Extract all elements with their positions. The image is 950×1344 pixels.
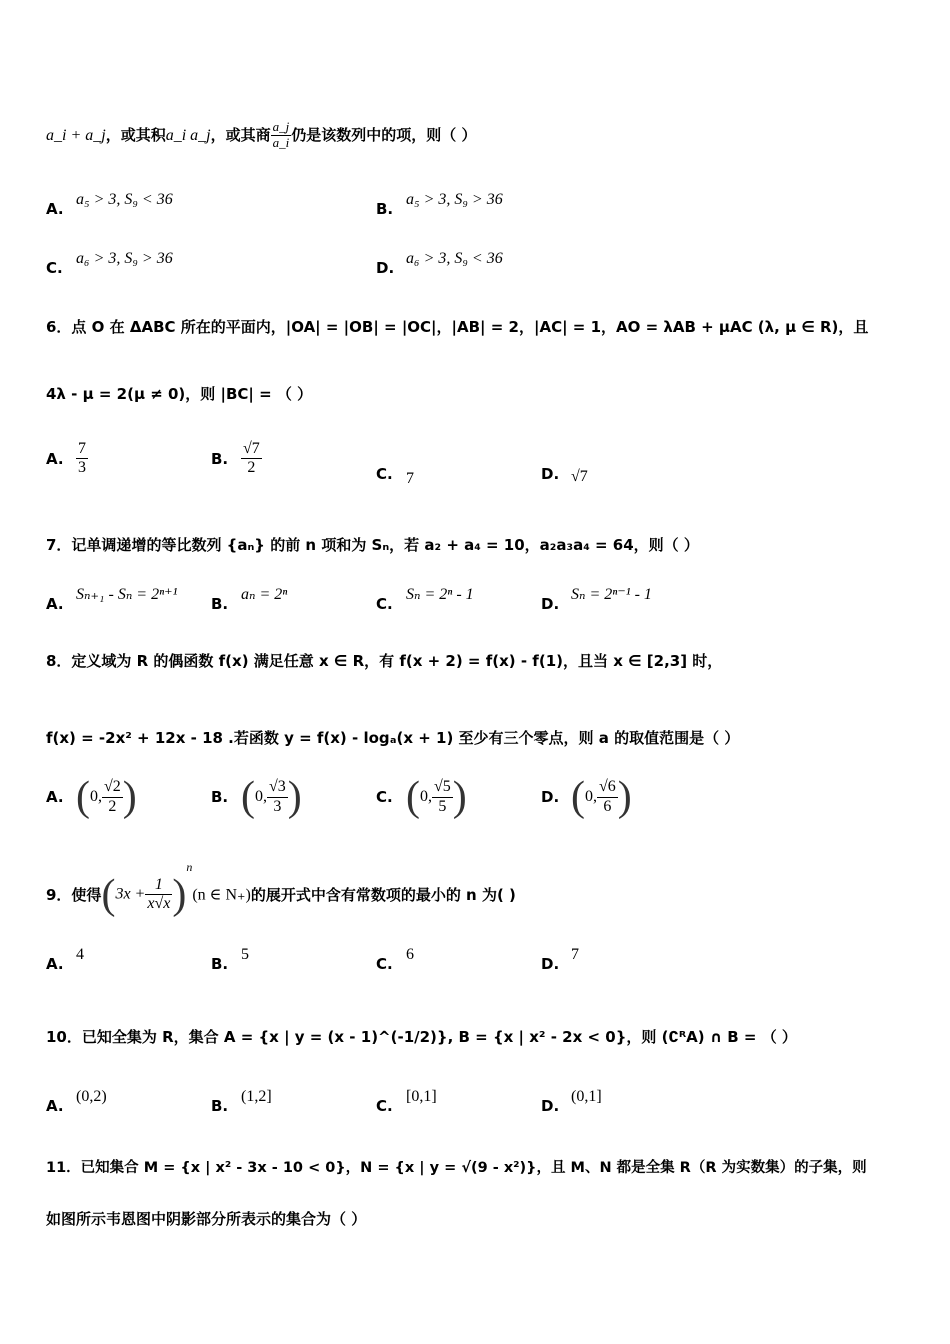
q11-stem-line1: 11．已知集合 M = {x | x² - 3x - 10 < 0}，N = {x | y = √(9 - x²)}，且 M、N 都是全集 R（R 为实数集）的子集，则 [46,1160,867,1176]
q8-option-b[interactable]: B. (0, $\frac{√3}{3}$ ) [211,774,302,820]
q8-option-a[interactable]: A. (0, $\frac{√2}{2}$ ) [46,774,137,820]
q10-option-a[interactable]: A.(0,2) [46,1088,107,1115]
q9-option-b[interactable]: B.5 [211,946,249,973]
q7-option-a[interactable]: A.Sₙ₊₁ - Sₙ = 2ⁿ⁺¹ [46,586,178,613]
q10-option-c[interactable]: C.[0,1] [376,1088,437,1115]
q9-option-d[interactable]: D.7 [541,946,579,973]
q6-option-b-frac: $\frac{√7}{2}$ [243,440,260,477]
q5-option-b[interactable]: B.a₅ > 3, S₉ > 36 [376,191,503,218]
q5-option-d[interactable]: D.a₆ > 3, S₉ < 36 [376,250,503,277]
q6-stem-line1: 6．点 O 在 ΔABC 所在的平面内，|OA| = |OB| = |OC|，|AB| = 2，|AC| = 1，AO = λAB + μAC (λ, μ ∈ R)，且 [46,318,869,336]
q6-option-b[interactable]: B. $\frac{√7}{2}$ [211,440,260,477]
q9-option-c[interactable]: C.6 [376,946,414,973]
q6-option-d[interactable]: D. √7 [541,465,588,485]
q7-option-d[interactable]: D.Sₙ = 2ⁿ⁻¹ - 1 [541,586,652,613]
q8-option-c[interactable]: C. (0, $\frac{√5}{5}$ ) [376,774,467,820]
q6-option-a[interactable]: A. $\frac{7}{3}$ [46,440,86,477]
q7-stem: 7．记单调递增的等比数列 {aₙ} 的前 n 项和为 Sₙ，若 a₂ + a₄ = 10，a₂a₃a₄ = 64，则（ ） [46,536,699,554]
q6-stem-line2: 4λ - μ = 2(μ ≠ 0)，则 |BC| = （ ） [46,385,313,403]
q5-sum-expr: a_i + a_j [46,126,106,144]
q7-option-c[interactable]: C.Sₙ = 2ⁿ - 1 [376,586,474,613]
q6-option-c[interactable]: C. 7 [376,465,414,487]
q6-option-a-frac: $\frac{7}{3}$ [78,440,86,477]
q10-option-b[interactable]: B.(1,2] [211,1088,272,1115]
q5-stem: a_i + a_j，或其积a_i a_j，或其商 $\frac{a\_j}{a\_i}$ 仍是该数列中的项，则（ ） [46,119,477,150]
q8-option-d[interactable]: D. (0, $\frac{√6}{6}$ ) [541,774,632,820]
q10-option-d[interactable]: D.(0,1] [541,1088,602,1115]
q5-option-a[interactable]: A.a₅ > 3, S₉ < 36 [46,191,173,218]
q8-stem-line1: 8．定义域为 R 的偶函数 f(x) 满足任意 x ∈ R，有 f(x + 2) = f(x) - f(1)，且当 x ∈ [2,3] 时， [46,652,723,670]
q9-stem: 9．使得(3x + $\frac{1}{x√x}$ )$^n$(n ∈ N₊)的展开式中含有常数项的最小的 n 为( ) [46,860,516,918]
q5-prod-expr: a_i a_j [165,126,211,144]
q5-option-c[interactable]: C.a₆ > 3, S₉ > 36 [46,250,173,277]
q11-stem-line2: 如图所示韦恩图中阴影部分所表示的集合为（ ） [46,1210,367,1228]
q10-stem: 10．已知全集为 R，集合 A = {x | y = (x - 1)^(-1/2)}, B = {x | x² - 2x < 0}，则 (∁ᴿA) ∩ B = （ ） [46,1028,797,1046]
q5-quotient: $\frac{a\_j}{a\_i}$ [272,119,290,150]
q9-option-a[interactable]: A.4 [46,946,84,973]
q9-fraction: $\frac{1}{x√x}$ [147,875,171,912]
q7-option-b[interactable]: B.aₙ = 2ⁿ [211,586,288,613]
q8-stem-line2: f(x) = -2x² + 12x - 18 .若函数 y = f(x) - logₐ(x + 1) 至少有三个零点，则 a 的取值范围是（ ） [46,729,740,747]
